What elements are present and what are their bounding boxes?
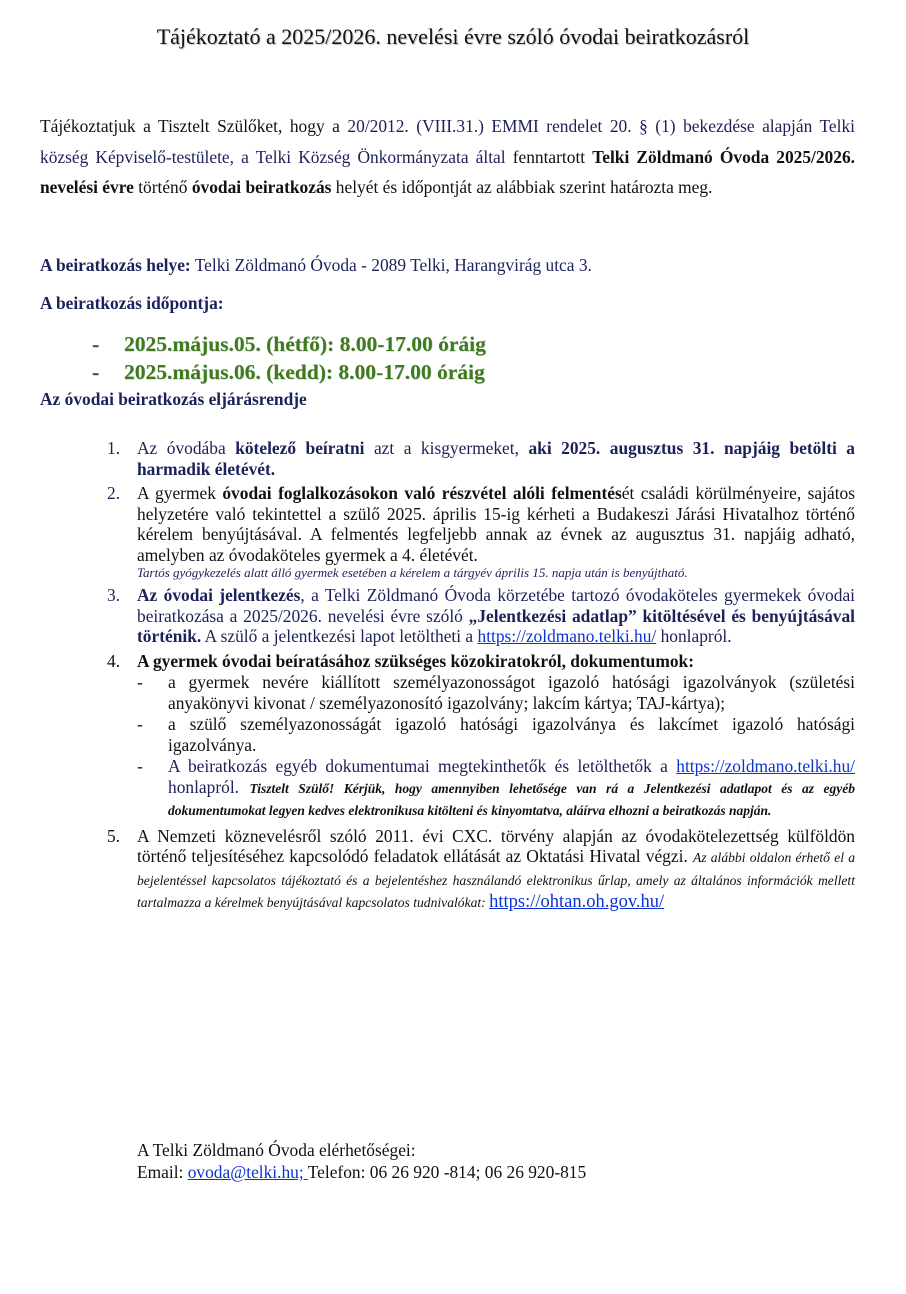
intro-line-3a: fenntartott: [512, 146, 593, 167]
item-text: A Nemzeti köznevelésről szóló 2011. évi CXC. törvény alapján az óvodakötelezettség külföldön történő teljesítéséhez kapcsolódó feladatok ellátását az Oktatási Hivatal végzi.: [137, 825, 855, 866]
intro-line-3c: történő: [133, 177, 192, 197]
intro-line-1a: Tájékoztatjuk a Tisztelt Szülőket, hogy a: [40, 116, 348, 136]
item-bold: óvodai foglalkozásokon való részvétel alóli felmentés: [222, 483, 622, 503]
item-text: azt a kisgyermeket,: [364, 438, 529, 458]
subitem-text: a szülő személyazonosságát igazoló hatósági igazolványa és lakcímet igazoló hatósági igazolványa.: [168, 714, 855, 755]
item-number: 2.: [107, 483, 121, 503]
item-note: Tartós gyógykezelés alatt álló gyermek esetében a kérelem a tárgyév április 15. napja után is benyújtható.: [137, 565, 688, 580]
procedure-item-5: [107, 826, 855, 914]
procedure-list: [107, 438, 855, 918]
item-note: Az alábbi oldalon érhető el a bejelentéssel kapcsolatos tájékoztató és a bejelentéshez használandó elektronikus űrlap, amely az általános információk mellett tartalmazza a kérelmek benyújtásával kapcsolatos tudnivalókat:: [137, 850, 855, 910]
document-subitem: [137, 756, 855, 822]
date-text: 2025.május.05. (hétfő): 8.00-17.00 óráig: [124, 332, 486, 356]
intro-line-4: helyét és időpontját az alábbiak szerint határozta meg.: [335, 177, 713, 197]
item-text: , a Telki Zöldmanó Óvoda körzetébe tartozó óvodaköteles gyermekek óvodai beiratkozása a 2025/2026. nevelési évre szóló: [137, 585, 855, 626]
subitem-text-b: honlapról.: [168, 776, 250, 797]
page-title: Tájékoztató a 2025/2026. nevelési évre szóló óvodai beiratkozásról: [156, 24, 750, 49]
item-number: 1.: [107, 438, 121, 458]
contact-heading: A Telki Zöldmanó Óvoda elérhetőségei:: [137, 1140, 416, 1160]
bullet-dash: -: [92, 332, 100, 356]
bullet-dash: -: [92, 360, 100, 384]
intro-line-3d: óvodai beiratkozás: [191, 177, 332, 197]
email-link[interactable]: ovoda@telki.hu;: [187, 1162, 308, 1182]
item-body: [137, 651, 855, 822]
procedure-item-3: [107, 585, 855, 647]
parent-request-note: Tisztelt Szülő! Kérjük, hogy amennyiben lehetősége van rá a Jelentkezési adatlapot és az egyéb dokumentumokat legyen kedves elektronikusa kitölteni és kinyomtatva, aláírva elhozni a beiratkozás napján.: [168, 780, 855, 818]
bullet-dash: -: [137, 672, 143, 692]
item-body: [137, 585, 855, 647]
item-heading: A gyermek óvodai beíratásához szükséges közokiratokról, dokumentumok:: [137, 650, 694, 671]
intro-line-1b: 20/2012. (VIII.31.) EMMI rendelet 20. § (1): [347, 116, 676, 136]
intro-line-3b: Telki Zöldmanó Óvoda 2025/2026. nevelési évre: [40, 146, 855, 197]
item-bold: Az óvodai jelentkezés: [137, 585, 301, 605]
procedure-item-4: [107, 651, 855, 822]
date-row: [92, 330, 486, 358]
bullet-dash: -: [137, 756, 143, 776]
contact-block: [137, 1139, 586, 1183]
contact-line: [137, 1161, 586, 1183]
date-row: [92, 358, 486, 386]
item-text: honlapról.: [656, 626, 732, 646]
subitem-text: a gyermek nevére kiállított személyazonosságot igazoló hatósági igazolványok (születési anyakönyvi kivonat / személyazonosító igazolvány; lakcím kártya; TAJ-kártya);: [168, 672, 855, 713]
item-bold: aki 2025. augusztus 31. napjáig betölti a harmadik életévét.: [137, 438, 856, 479]
zoldmano-link-2[interactable]: https://zoldmano.telki.hu/: [676, 756, 855, 776]
procedure-heading: Az óvodai beiratkozás eljárásrendje: [40, 389, 307, 409]
item-bold: kötelező beíratni: [235, 438, 365, 458]
document-subitem: [137, 672, 855, 713]
document-subitem: [137, 714, 855, 755]
date-text: 2025.május.06. (kedd): 8.00-17.00 óráig: [124, 360, 485, 384]
item-text: A gyermek: [137, 483, 223, 503]
email-label: Email:: [137, 1162, 188, 1182]
enrollment-place: [40, 255, 592, 276]
subitem-text-a: A beiratkozás egyéb dokumentumai megtekinthetők és letölthetők a: [168, 756, 677, 776]
procedure-item-1: [107, 438, 855, 479]
item-text: A szülő a jelentkezési lapot letöltheti a: [201, 626, 478, 646]
enrollment-dates: [92, 330, 486, 386]
item-body: [137, 438, 855, 479]
item-body: [137, 483, 855, 581]
procedure-item-2: [107, 483, 855, 581]
place-value: Telki Zöldmanó Óvoda - 2089 Telki, Harangvirág utca 3.: [190, 255, 592, 275]
bullet-dash: -: [137, 714, 143, 734]
item-body: [137, 826, 855, 914]
item-number: 3.: [107, 585, 121, 605]
enrollment-time-label: A beiratkozás időpontja:: [40, 293, 224, 313]
item-text: ét családi körülményeire, sajátos helyzetére való tekintettel a szülő 2025. április 15-ig kérheti a Budakeszi Járási Hivatalhoz történő kérelem benyújtásával. A felmentés legfeljebb annak az évnek az augusztus 31. napjáig adható, amelyben az óvodaköteles gyermek a 4. életévét.: [137, 483, 855, 565]
item-number: 5.: [107, 825, 121, 846]
item-bold: „Jelentkezési adatlap” kitöltésével és benyújtásával történik.: [137, 605, 855, 646]
place-label: A beiratkozás helye:: [40, 255, 191, 275]
intro-line-2: bekezdése alapján Telki község Képviselő-testülete, a Telki Község Önkormányzata által: [40, 116, 855, 167]
item-number: 4.: [107, 650, 121, 671]
zoldmano-link[interactable]: https://zoldmano.telki.hu/: [477, 626, 657, 646]
phone-text: Telefon: 06 26 920 -814; 06 26 920-815: [307, 1162, 587, 1182]
item-text: Az óvodába: [137, 438, 236, 458]
intro-paragraph: [40, 111, 855, 203]
subitem-text: [168, 756, 855, 822]
ohtan-link[interactable]: https://ohtan.oh.gov.hu/: [489, 892, 665, 912]
